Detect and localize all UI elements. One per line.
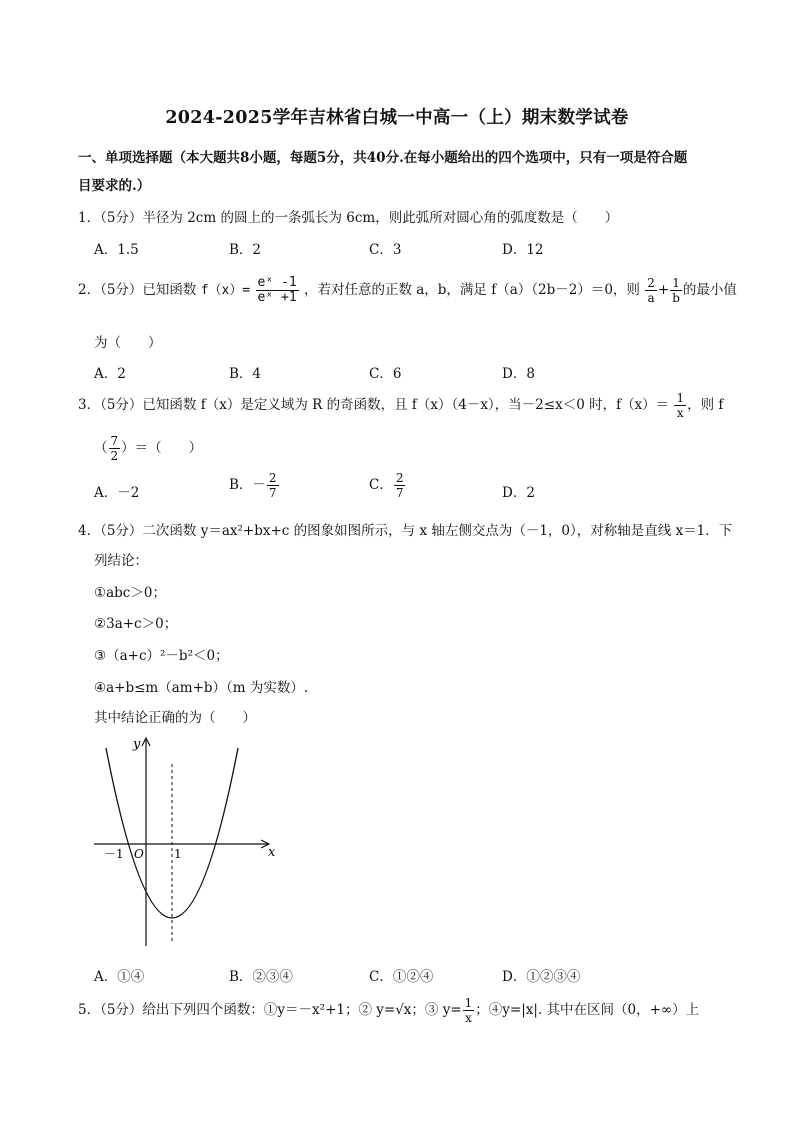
q2-frac-2a [645, 276, 657, 305]
q3-option-d: D．2 [502, 485, 535, 501]
question-4-line1: 4．（5分）二次函数 y＝ax²+bx+c 的图象如图所示，与 x 轴左侧交点为（－1，0），对称轴是直线 x＝1．下 [78, 523, 733, 539]
q3-option-c-num: 2 [395, 471, 404, 485]
q3-option-a: A．－2 [94, 485, 140, 501]
q2-fraction [256, 276, 299, 305]
q4-conclusion-4: ④a+b≤m（am+b）（m 为实数）. [94, 680, 309, 696]
q4-option-d: D．①②③④ [502, 969, 581, 985]
q4-option-b: B．②③④ [229, 969, 293, 985]
q2-frac-den: eˣ +1 [257, 290, 297, 305]
q1-option-d: D．12 [502, 242, 544, 258]
y-axis-label: y [133, 737, 141, 752]
q2-frac-1b [670, 276, 682, 305]
question-5-line1 [78, 996, 699, 1025]
q4-ask: 其中结论正确的为（ ） [94, 710, 256, 726]
tick-label-1: 1 [174, 847, 182, 861]
q3-option-c-den: 7 [395, 486, 404, 500]
section-heading-line1: 一、单项选择题（本大题共8小题，每题5分，共40分.在每小题给出的四个选项中，只有一项是符合题 [78, 150, 688, 166]
q5-prefix: 5．（5分）给出下列四个函数：①y＝－x²+1；② y=√x；③ y= [78, 1002, 462, 1018]
question-2-line1 [78, 276, 737, 305]
q2-f3-num: 1 [670, 276, 682, 291]
question-3-line1 [78, 391, 723, 420]
origin-label: O [134, 847, 144, 861]
q2-fx: f（x）= [200, 283, 251, 298]
q3-suffix: ，则 f [687, 397, 724, 413]
q2-plus: + [657, 282, 670, 298]
q3-frac-7-2 [109, 434, 121, 463]
q3-option-b [229, 471, 280, 500]
q4-option-c: C．①②④ [369, 969, 434, 985]
q3-option-b-label: B．－ [229, 477, 266, 493]
q3-frac-1x [674, 391, 686, 420]
q1-option-c: C．3 [369, 242, 402, 258]
q3-f-den: x [676, 406, 684, 420]
q3-option-b-den: 7 [268, 486, 277, 500]
q2-option-d: D．8 [502, 366, 535, 382]
q2-prefix: 2．（5分）已知函数 [78, 282, 197, 298]
parabola-graph [88, 730, 288, 952]
q3-option-c-frac [394, 471, 406, 500]
q3-l2-den: 2 [110, 449, 119, 463]
q3-l2-num: 7 [110, 434, 119, 448]
question-2-line2: 为（ ） [94, 335, 162, 351]
q2-f2-den: a [647, 291, 655, 305]
q3-close: ）＝（ ） [121, 440, 203, 456]
q2-option-a: A．2 [94, 366, 126, 382]
q3-option-b-frac [267, 471, 279, 500]
q2-option-c: C．6 [369, 366, 402, 382]
q2-f2-num: 2 [647, 276, 655, 290]
q2-suffix: 的最小值 [682, 282, 737, 298]
q5-tail: ；④y=|x|. 其中在区间（0，+∞）上 [475, 1002, 700, 1018]
q3-option-c-label: C． [369, 477, 393, 493]
q5-f-den: x [465, 1011, 472, 1025]
page-title: 2024-2025学年吉林省白城一中高一（上）期末数学试卷 [165, 108, 629, 128]
question-3-line2 [94, 434, 202, 463]
q3-prefix: 3．（5分）已知函数 f（x）是定义域为 R 的奇函数，且 f（x）（4－x），当－2≤x＜0 时，f（x）＝ [78, 397, 670, 413]
q2-middle: ，若对任意的正数 a，b，满足 f（a）（2b－2）＝0，则 [303, 282, 640, 298]
x-axis-label: x [268, 845, 276, 860]
q5-f-num: 1 [464, 996, 473, 1010]
q2-f3-den: b [672, 291, 680, 305]
q1-option-a: A．1.5 [94, 242, 139, 258]
q4-conclusion-2: ②3a+c＞0； [94, 616, 178, 632]
q4-conclusion-3: ③（a+c）²－b²＜0； [94, 648, 229, 664]
tick-label-neg1: －1 [104, 847, 124, 861]
q2-option-b: B．4 [229, 366, 262, 382]
q4-conclusion-1: ①abc＞0； [94, 585, 166, 601]
q5-frac [463, 996, 475, 1025]
q3-option-b-num: 2 [268, 471, 277, 485]
q4-option-a: A．①④ [94, 969, 145, 985]
question-4-line2: 列结论： [94, 553, 148, 569]
section-heading-line2: 目要求的.） [78, 178, 151, 194]
q3-option-c [369, 471, 406, 500]
q2-frac-num: eˣ -1 [257, 275, 297, 290]
question-1-text: 1．（5分）半径为 2cm 的圆上的一条弧长为 6cm，则此弧所对圆心角的弧度数是（ ） [78, 210, 619, 226]
q3-f-num: 1 [676, 391, 685, 405]
q1-option-b: B．2 [229, 242, 262, 258]
q3-open: （ [94, 440, 108, 456]
